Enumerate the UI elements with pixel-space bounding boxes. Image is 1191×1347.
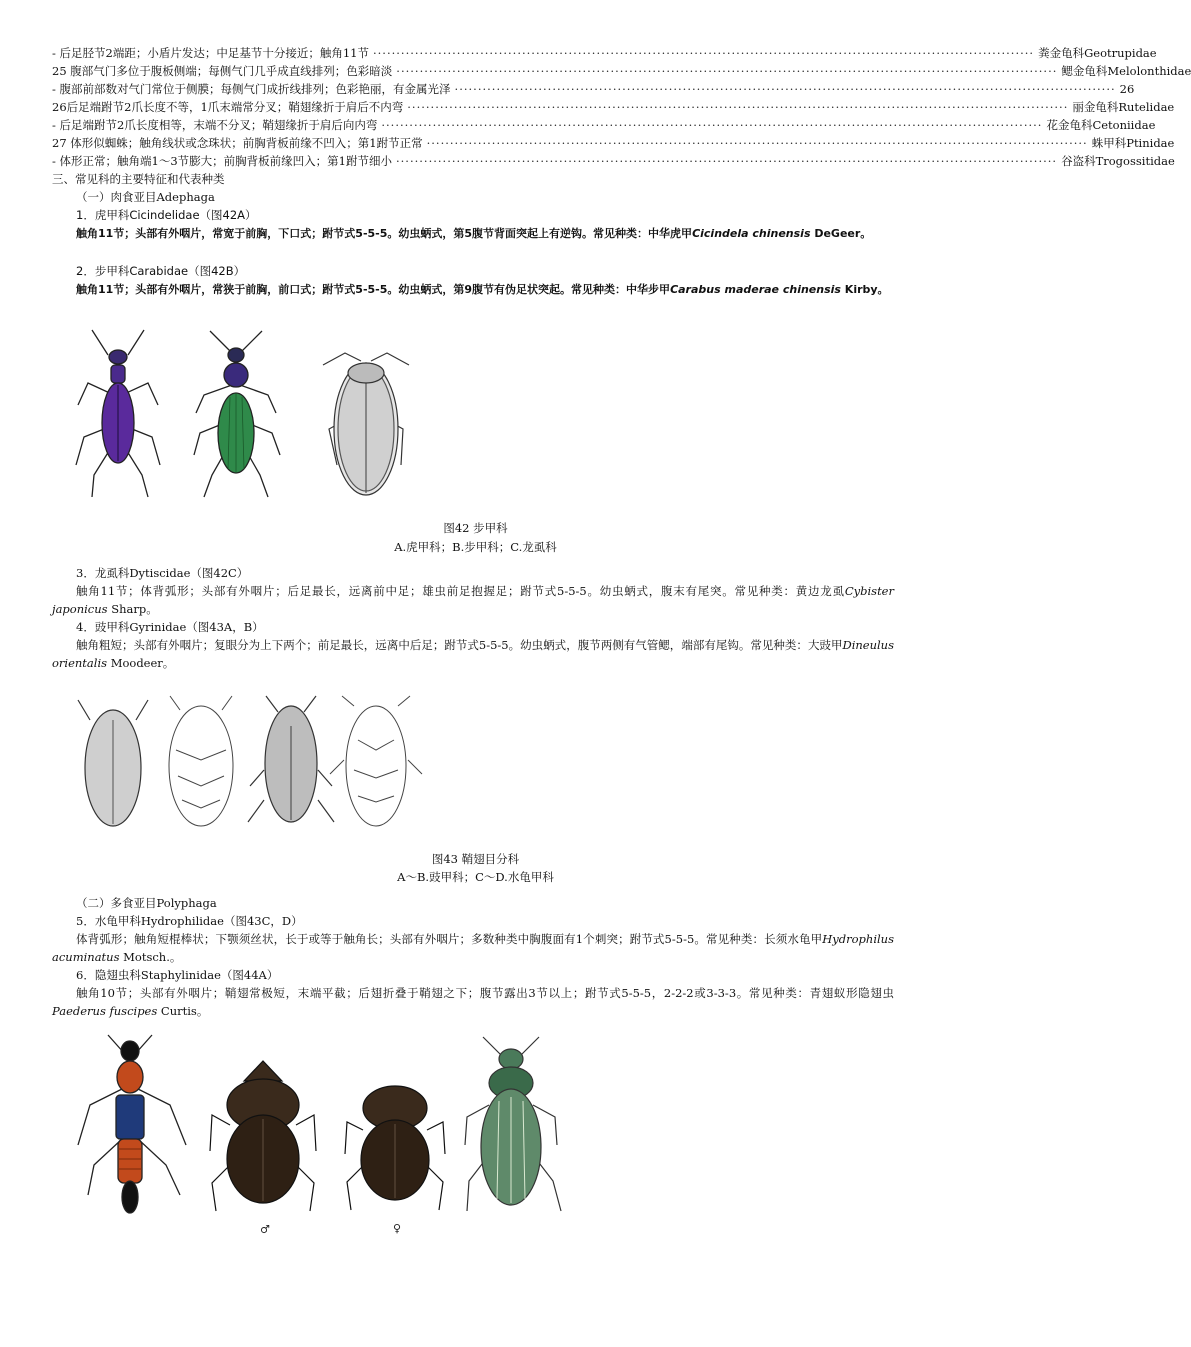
figure-caption: 图43 鞘翅目分科 <box>431 852 520 866</box>
figure-subcaption: A.虎甲科；B.步甲科；C.龙虱科 <box>394 540 557 554</box>
beetle-illustrations <box>70 1035 590 1236</box>
leader-dots <box>392 152 1061 170</box>
key-line: 25 腹部气门多位于腹板侧端；每侧气门几乎成直线排列；色彩暗淡 ····· 鳃金龟科Melolonthidae <box>52 62 900 80</box>
female-symbol: ♀ <box>393 1222 402 1235</box>
key-line: - 后足端跗节2爪长度相等，末端不分叉；鞘翅缘折于肩后向内弯 ····· 花金龟科Cetoniidae <box>52 116 900 134</box>
leader-dots <box>392 62 1061 80</box>
key-line: - 腹部前部数对气门常位于侧膜；每侧气门成折线排列；色彩艳丽，有金属光泽 ····· 26 <box>52 80 900 98</box>
dung-beetle-male-illustration <box>210 1061 316 1236</box>
species-name: Paederus fuscipes <box>52 1004 158 1018</box>
species-name: Dineulus orientalis <box>52 638 894 670</box>
water-scavenger-beetle-dorsal-illustration <box>248 696 334 822</box>
diving-beetle-illustration <box>323 353 409 495</box>
suborder-heading: （二）多食亚目Polyphaga <box>76 896 217 910</box>
whirligig-beetle-ventral-illustration <box>169 696 233 826</box>
water-scavenger-beetle-ventral-illustration <box>330 696 422 826</box>
species-name: Cybister japonicus <box>52 584 894 616</box>
family-description: 触角11节；头部有外咽片，常狭于前胸，前口式；跗节式5-5-5。幼虫蛃式，第9腹节有伪足状突起。常见种类：中华步甲Carabus maderae chinensis Kirby。 <box>76 283 889 296</box>
tiger-beetle-illustration <box>76 330 160 497</box>
rove-beetle-illustration <box>78 1035 186 1213</box>
family-description: 触角11节；体背弧形；头部有外咽片；后足最长，远离前中足；雄虫前足抱握足；跗节式5-5-5。幼虫蛃式，腹末有尾突。常见种类：黄边龙虱Cybister japonicus Sharp。 <box>52 584 894 616</box>
beetle-illustrations <box>70 690 430 835</box>
family-description: 体背弧形；触角短棍棒状；下颚须丝状，长于或等于触角长；头部有外咽片；多数种类中胸腹面有1个刺突；跗节式5-5-5。常见种类：长须水龟甲Hydrophilus acuminatus Motsch.。 <box>52 932 894 964</box>
leader-dots <box>369 44 1038 62</box>
family-heading: 3．龙虱科Dytiscidae（图42C） <box>76 566 249 580</box>
family-heading: 2．步甲科Carabidae（图42B） <box>76 264 246 278</box>
species-name: Hydrophilus acuminatus <box>52 932 894 964</box>
leader-dots <box>403 98 1072 116</box>
species-name: Carabus maderae chinensis <box>670 283 841 296</box>
family-description: 触角10节；头部有外咽片；鞘翅常极短，末端平截；后翅折叠于鞘翅之下；腹节露出3节以上；跗节式5-5-5，2-2-2或3-3-3。常见种类：青翅蚁形隐翅虫Paederus fuscipes Curtis。 <box>52 986 894 1018</box>
leader-dots <box>451 80 1120 98</box>
dung-beetle-female-illustration <box>345 1086 445 1235</box>
key-line: - 体形正常；触角端1～3节膨大；前胸背板前缘凹入；第1跗节细小 ····· 谷盗科Trogossitidae <box>52 152 900 170</box>
family-heading: 4．豉甲科Gyrinidae（图43A，B） <box>76 620 264 634</box>
section-title: 三、常见科的主要特征和代表种类 <box>52 172 225 186</box>
family-description: 触角11节；头部有外咽片，常宽于前胸，下口式；跗节式5-5-5。幼虫蛃式，第5腹节背面突起上有逆钩。常见种类：中华虎甲Cicindela chinensis DeGeer。 <box>76 227 872 240</box>
ground-beetle-illustration <box>194 331 280 497</box>
chafer-beetle-illustration <box>465 1037 561 1211</box>
family-heading: 6．隐翅虫科Staphylinidae（图44A） <box>76 968 279 982</box>
leader-dots <box>423 134 1092 152</box>
figure-44-illustrations <box>70 1035 590 1236</box>
suborder-heading: （一）肉食亚目Adephaga <box>76 190 215 204</box>
beetle-illustrations <box>70 325 430 505</box>
leader-dots <box>377 116 1046 134</box>
whirligig-beetle-dorsal-illustration <box>78 700 148 826</box>
figure-42-illustrations <box>70 325 430 505</box>
figure-43-illustrations <box>70 690 430 835</box>
family-heading: 5．水龟甲科Hydrophilidae（图43C，D） <box>76 914 303 928</box>
male-symbol: ♂ <box>260 1223 270 1236</box>
figure-subcaption: A～B.豉甲科；C～D.水龟甲科 <box>397 870 554 884</box>
key-line: 27 体形似蜘蛛；触角线状或念珠状；前胸背板前缘不凹入；第1跗节正常 ····· 蛛甲科Ptinidae <box>52 134 900 152</box>
species-name: Cicindela chinensis <box>692 227 811 240</box>
figure-caption: 图42 步甲科 <box>443 521 508 535</box>
key-line: 26后足端跗节2爪长度不等，1爪末端常分叉；鞘翅缘折于肩后不内弯 ····· 丽金龟科Rutelidae <box>52 98 900 116</box>
key-line: - 后足胫节2端距；小盾片发达；中足基节十分接近；触角11节 ····· 粪金龟科Geotrupidae <box>52 44 900 62</box>
family-description: 触角粗短；头部有外咽片；复眼分为上下两个；前足最长，远离中后足；跗节式5-5-5。幼虫蛃式，腹节两侧有气管鳃，端部有尾钩。常见种类：大豉甲Dineulus orientalis Moodeer。 <box>52 638 894 670</box>
family-heading: 1．虎甲科Cicindelidae（图42A） <box>76 208 257 222</box>
